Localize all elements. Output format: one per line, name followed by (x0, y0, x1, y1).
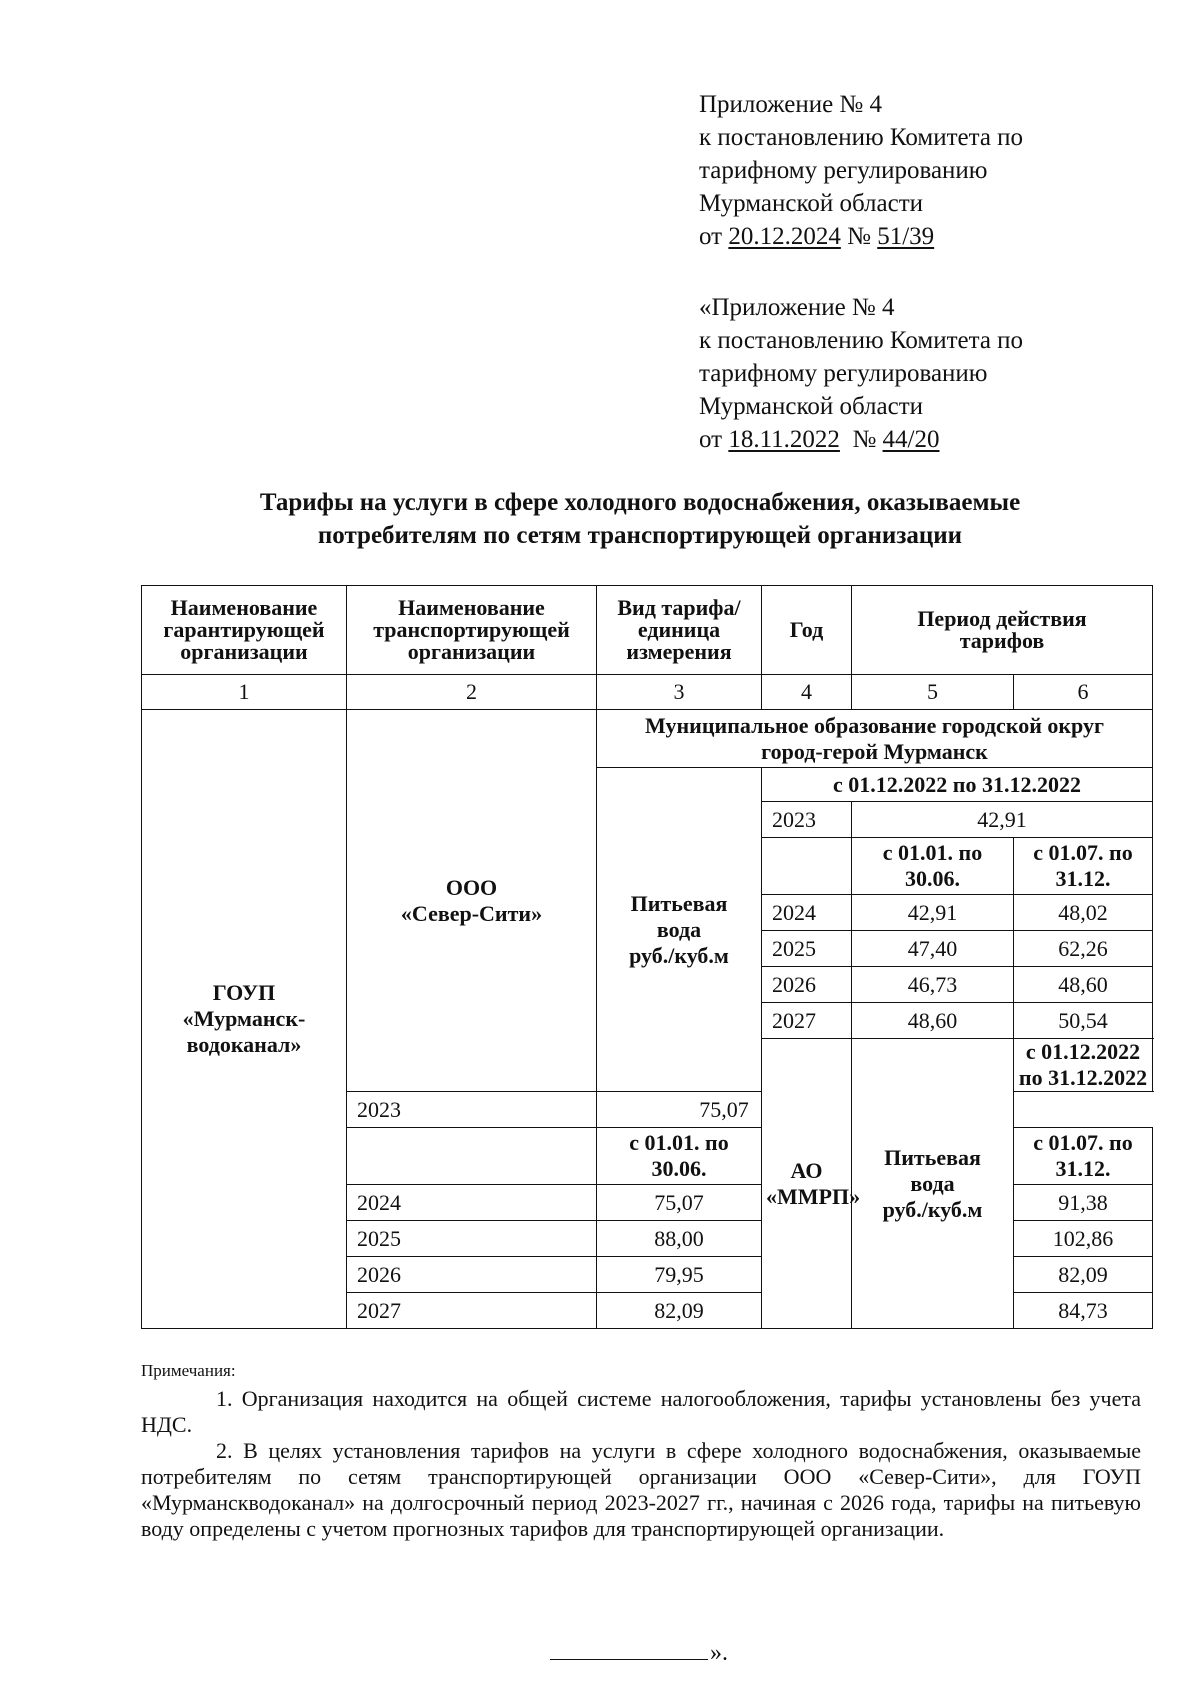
tariffs-table (141, 585, 1153, 1329)
tariff-value: 91,38 (1014, 1185, 1153, 1221)
appendix-original-line2: к постановлению Комитета по (699, 327, 1024, 354)
column-number-row (142, 675, 1153, 710)
appendix-original-number: 44/20 (882, 426, 940, 453)
appendix-original-date: 18.11.2022 (728, 426, 840, 453)
appendix-original-line3: тарифному регулированию (699, 360, 988, 387)
header-transporting-org: Наименование транспортирующей организации (347, 586, 597, 675)
municipality-cell: Муниципальное образование городской округ город-герой Мурманск (597, 710, 1153, 768)
transporter-sever-city: ООО «Север-Сити» (347, 710, 597, 1092)
appendix-current-line1: Приложение № 4 (699, 91, 883, 118)
tariff-value: 50,54 (1014, 1003, 1153, 1039)
year-cell-empty (347, 1128, 597, 1185)
period-header: с 01.12.2022 по 31.12.2022 (762, 768, 1153, 802)
appendix-original-line4: Мурманской области (699, 393, 924, 420)
number-prefix: № (839, 426, 883, 453)
note-item-1: 1. Организация находится на общей системе налогообложения, тарифы установлены без учета НДС. (141, 1386, 1141, 1437)
tariff-value: 46,73 (852, 967, 1014, 1003)
period-header: с 01.12.2022 по 31.12.2022 (1014, 1039, 1153, 1092)
tariff-value: 82,09 (1014, 1257, 1153, 1293)
year-cell: 2023 (762, 802, 852, 838)
tariff-value: 75,07 (597, 1185, 762, 1221)
appendix-current-number: 51/39 (877, 223, 935, 250)
date-prefix: от (699, 223, 729, 250)
tariff-value: 48,60 (1014, 967, 1153, 1003)
closing-quote: ». (710, 1640, 728, 1666)
appendix-original-date-line (699, 423, 1023, 456)
tariff-value: 48,02 (1014, 895, 1153, 931)
closing-mark (550, 1640, 728, 1667)
col-number: 3 (597, 675, 762, 710)
col-number: 6 (1014, 675, 1153, 710)
guaranteeing-org-cell: ГОУП «Мурманск- водоканал» (142, 710, 347, 1329)
tariff-value: 88,00 (597, 1221, 762, 1257)
year-cell: 2023 (347, 1092, 597, 1128)
half-year-1-header: с 01.01. по 30.06. (852, 838, 1014, 895)
signature-line (550, 1641, 708, 1660)
appendix-current-block (699, 88, 1023, 253)
tariff-value: 79,95 (597, 1257, 762, 1293)
year-cell: 2024 (762, 895, 852, 931)
col-number: 5 (852, 675, 1014, 710)
half-year-2-header: с 01.07. по 31.12. (1014, 1128, 1153, 1185)
appendix-current-date: 20.12.2024 (728, 223, 841, 250)
appendix-current-line4: Мурманской области (699, 190, 924, 217)
appendix-current-line2: к постановлению Комитета по (699, 124, 1024, 151)
notes-section (141, 1358, 1141, 1542)
transporter-mmrp: АО «ММРП» (762, 1039, 852, 1329)
tariff-value: 82,09 (597, 1293, 762, 1329)
appendix-current-line3: тарифному регулированию (699, 157, 988, 184)
date-prefix: от (699, 426, 729, 453)
title-line2: потребителям по сетям транспортирующей организации (317, 522, 963, 549)
header-guaranteeing-org: Наименование гарантирующей организации (142, 586, 347, 675)
tariff-value: 75,07 (597, 1092, 852, 1128)
tariff-value: 42,91 (852, 895, 1014, 931)
appendix-current-date-line (699, 220, 1023, 253)
header-period: Период действия тарифов (852, 586, 1153, 675)
table-header-row (142, 586, 1153, 675)
year-cell: 2027 (762, 1003, 852, 1039)
tariff-value: 62,26 (1014, 931, 1153, 967)
title-line1: Тарифы на услуги в сфере холодного водоснабжения, оказываемые (259, 489, 1021, 516)
col-number: 4 (762, 675, 852, 710)
col-number: 2 (347, 675, 597, 710)
tariff-type-cell: Питьевая вода руб./куб.м (852, 1039, 1014, 1329)
year-cell: 2025 (762, 931, 852, 967)
year-cell: 2026 (347, 1257, 597, 1293)
half-year-2-header: с 01.07. по 31.12. (1014, 838, 1153, 895)
tariff-value: 47,40 (852, 931, 1014, 967)
tariff-value: 102,86 (1014, 1221, 1153, 1257)
tariff-type-cell: Питьевая вода руб./куб.м (597, 768, 762, 1092)
note-item-2: 2. В целях установления тарифов на услуги в сфере холодного водоснабжения, оказываемые потребителям по сетям транспортирующей организации ООО «Север-Сити», для ГОУП «Мурманскводоканал» на долгосрочный период 2023-2027 гг., начиная с 2026 года, тарифы на питьевую воду определены с учетом прогнозных тарифов для транспортирующей организации. (141, 1438, 1141, 1541)
notes-heading: Примечания: (141, 1361, 236, 1380)
tariff-value: 84,73 (1014, 1293, 1153, 1329)
header-tariff-type: Вид тарифа/ единица измерения (597, 586, 762, 675)
year-cell: 2026 (762, 967, 852, 1003)
appendix-original-line1: «Приложение № 4 (699, 294, 895, 321)
header-year: Год (762, 586, 852, 675)
col-number: 1 (142, 675, 347, 710)
year-cell: 2027 (347, 1293, 597, 1329)
table-row (142, 710, 1153, 768)
year-cell-empty (762, 838, 852, 895)
year-cell: 2024 (347, 1185, 597, 1221)
year-cell: 2025 (347, 1221, 597, 1257)
tariff-value: 48,60 (852, 1003, 1014, 1039)
appendix-original-block (699, 291, 1023, 456)
number-prefix: № (840, 223, 878, 250)
half-year-1-header: с 01.01. по 30.06. (597, 1128, 762, 1185)
tariff-value: 42,91 (852, 802, 1153, 838)
document-title (140, 486, 1140, 552)
